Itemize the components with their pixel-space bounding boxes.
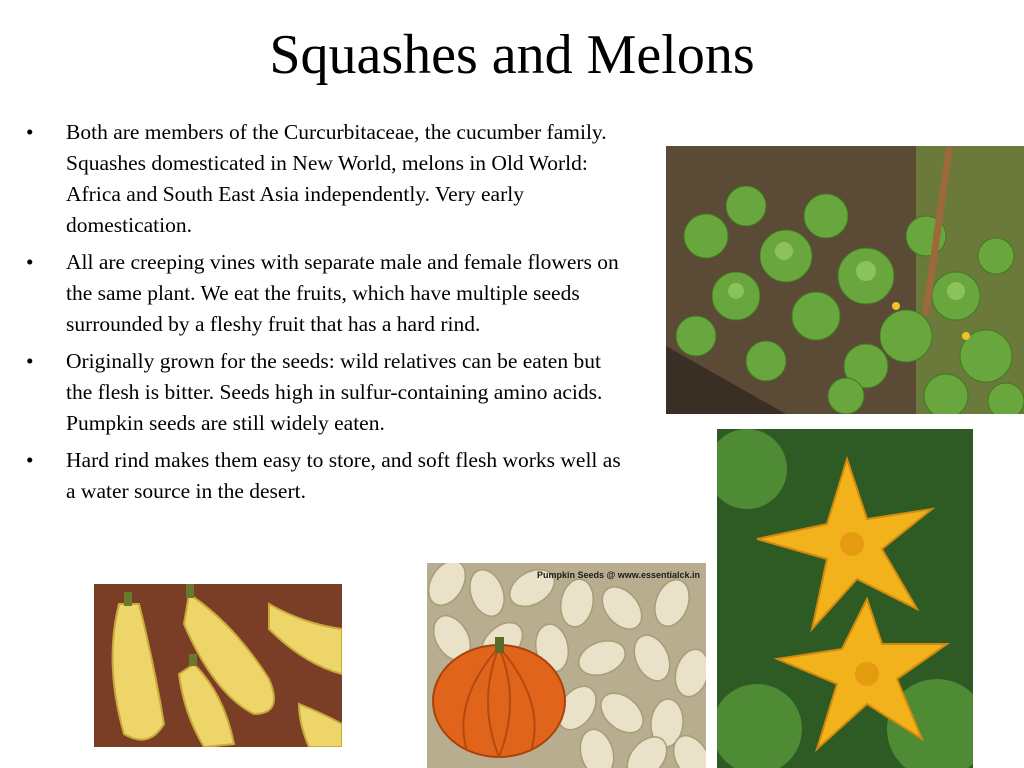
bullet-item bbox=[26, 247, 626, 340]
bullet-list bbox=[26, 117, 626, 513]
bullet-marker: • bbox=[26, 120, 34, 144]
bullet-item bbox=[26, 445, 626, 507]
yellow-squash-photo bbox=[94, 584, 342, 747]
bullet-text: Hard rind makes them easy to store, and soft flesh works well as a water source in the desert. bbox=[66, 448, 621, 503]
squash-plant-photo bbox=[666, 146, 1024, 414]
bullet-text: Originally grown for the seeds: wild relatives can be eaten but the flesh is bitter. Seeds high in sulfur-containing amino acids. Pumpkin seeds are still widely eaten. bbox=[66, 349, 603, 435]
bullet-item bbox=[26, 117, 626, 241]
bullet-text: Both are members of the Curcurbitaceae, the cucumber family. Squashes domesticated in New World, melons in Old World: Africa and South East Asia independently. Very early domestication. bbox=[66, 120, 607, 237]
bullet-text: All are creeping vines with separate male and female flowers on the same plant. We eat the fruits, which have multiple seeds surrounded by a fleshy fruit that has a hard rind. bbox=[66, 250, 619, 336]
bullet-marker: • bbox=[26, 250, 34, 274]
seeds-caption: Pumpkin Seeds @ www.essentialck.in bbox=[537, 570, 700, 580]
bullet-marker: • bbox=[26, 349, 34, 373]
slide-title: Squashes and Melons bbox=[269, 24, 755, 86]
squash-flowers-photo bbox=[717, 429, 973, 768]
pumpkin-seeds-photo bbox=[427, 563, 706, 768]
bullet-marker: • bbox=[26, 448, 34, 472]
bullet-item bbox=[26, 346, 626, 439]
